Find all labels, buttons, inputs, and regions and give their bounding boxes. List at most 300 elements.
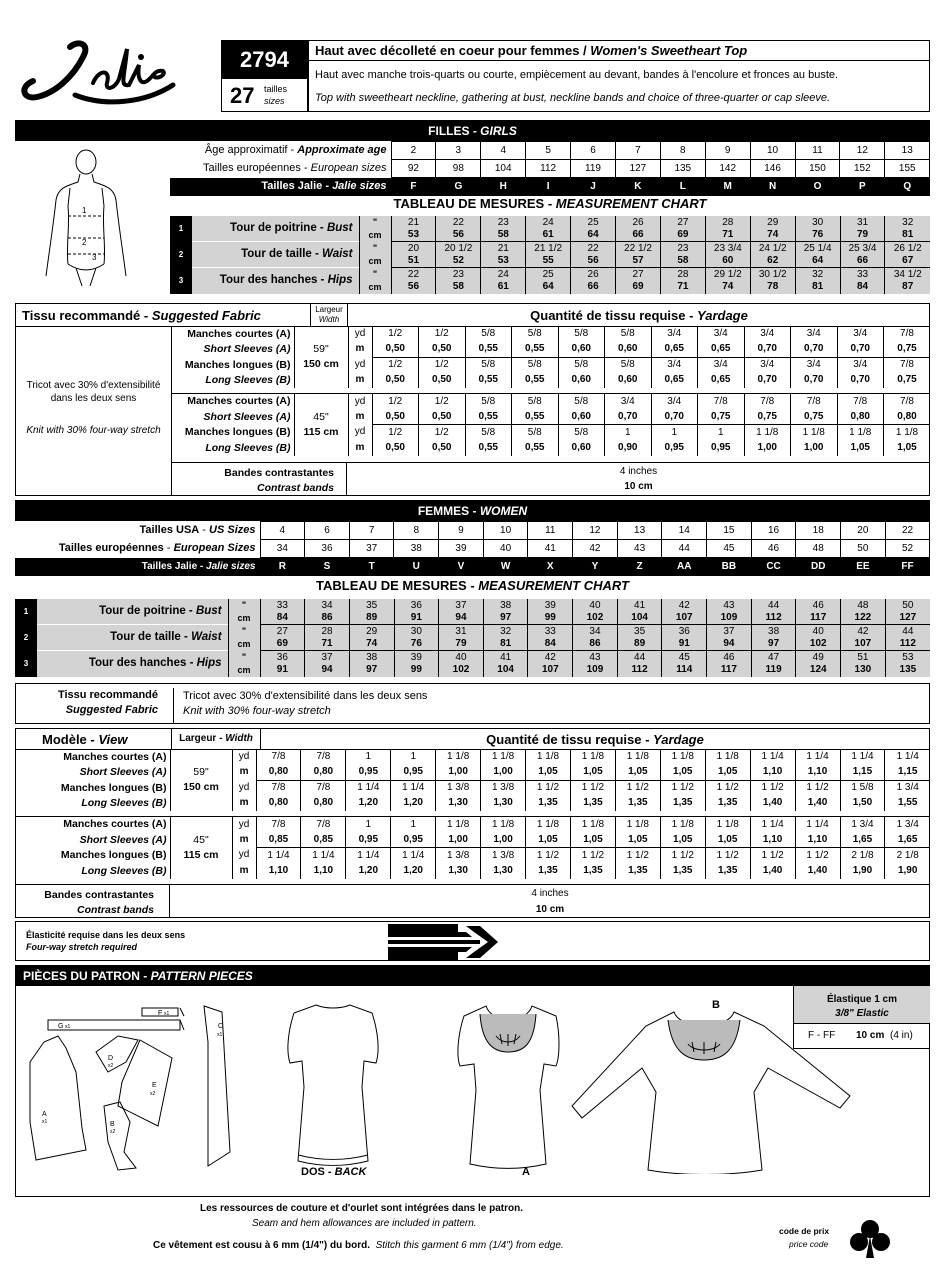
cell: 25	[571, 216, 616, 229]
svg-text:F: F	[158, 1010, 163, 1017]
view-b-label: B	[712, 999, 720, 1011]
cell: 94	[707, 638, 752, 651]
cell: 0,70	[837, 373, 884, 389]
cell: 5/8	[558, 425, 605, 441]
cell: 40	[483, 540, 528, 558]
cell: 1,35	[570, 796, 615, 812]
cell: 1,05	[660, 765, 705, 781]
view-a-label: A	[522, 1166, 530, 1178]
cell: 22 1/2	[616, 242, 661, 255]
cell: 1	[346, 817, 391, 833]
cell: 1 3/8	[436, 780, 481, 796]
cell: 50	[885, 599, 930, 612]
cell: 24	[526, 216, 571, 229]
cell: 22	[885, 522, 930, 540]
cell: 1/2	[419, 326, 466, 342]
cell: 0,65	[698, 342, 745, 358]
cell: 3/4	[651, 326, 698, 342]
cell: 14	[662, 522, 707, 540]
cell: 34	[305, 599, 350, 612]
cell: 1,30	[481, 863, 526, 879]
cell: 45	[707, 540, 752, 558]
cell: 18	[796, 522, 841, 540]
cell: 0,70	[744, 373, 791, 389]
cell: 38	[483, 599, 528, 612]
cell: 44	[885, 625, 930, 638]
cell: 127	[615, 160, 660, 178]
cell: 31	[439, 625, 484, 638]
cell: 1,00	[791, 440, 838, 456]
cell: 79	[840, 229, 885, 242]
cell: 81	[795, 281, 840, 294]
cell: 135	[885, 664, 930, 677]
cell: 0,60	[558, 440, 605, 456]
cell: 61	[526, 229, 571, 242]
cell: 1,20	[391, 863, 436, 879]
cell: 37	[707, 625, 752, 638]
cell: 0,55	[465, 440, 512, 456]
cell: 40	[573, 599, 618, 612]
cell: 0,80	[256, 796, 301, 812]
cell: 46	[707, 651, 752, 664]
cell: 1/2	[372, 326, 419, 342]
cell: 24 1/2	[750, 242, 795, 255]
cell: F	[391, 178, 436, 196]
cell: 78	[750, 281, 795, 294]
cell: 89	[349, 612, 394, 625]
cell: 13	[885, 142, 930, 160]
cell: 1 1/8	[744, 425, 791, 441]
size-count-fr: tailles	[264, 84, 288, 94]
cell: 1 1/8	[570, 749, 615, 765]
cell: 1,30	[436, 863, 481, 879]
women-size-table: Tailles USA - US Sizes 4 6 7 8 9 10 11 12 13 14 15 16 18 20 22 Tailles européennes - European Sizes 34 36 37 38 39 40 41 42 43 44 45 46 48 50 52 Tailles Jalie - Jalie sizes R S T U V W X Y Z AA BB CC DD EE FF	[15, 521, 930, 576]
cell: 58	[436, 281, 481, 294]
cell: 0,80	[301, 796, 346, 812]
cell: 0,80	[301, 765, 346, 781]
cell: 3/4	[744, 357, 791, 373]
cell: 30	[795, 216, 840, 229]
cell: 5/8	[465, 394, 512, 410]
cell: 7	[615, 142, 660, 160]
cell: 112	[751, 612, 796, 625]
cell: 0,70	[791, 342, 838, 358]
cell: 3/4	[698, 357, 745, 373]
cell: 0,55	[512, 409, 559, 425]
cell: 0,75	[698, 409, 745, 425]
cell: 1 1/8	[436, 749, 481, 765]
cell: 22	[571, 242, 616, 255]
cell: 41	[617, 599, 662, 612]
svg-text:x2: x2	[108, 1063, 114, 1069]
cell: 1,90	[885, 863, 930, 879]
cell: 39	[394, 651, 439, 664]
cell: 23 3/4	[705, 242, 750, 255]
measure-row-2: 2 Tour de taille - Waist " 27 28 29 30 31 32 33 34 35 36 37 38 40 42 44	[15, 625, 930, 638]
cell: 1 3/8	[481, 780, 526, 796]
cell: 1,35	[660, 796, 705, 812]
cell: 7/8	[837, 394, 884, 410]
cell: 146	[750, 160, 795, 178]
cell: 0,75	[744, 409, 791, 425]
cell: 25 1/4	[795, 242, 840, 255]
svg-text:x2: x2	[110, 1129, 116, 1135]
svg-text:x1: x1	[217, 1032, 223, 1038]
price-code-fr: code de prix	[779, 1226, 830, 1236]
cell: 0,80	[884, 409, 931, 425]
cell: 0,80	[837, 409, 884, 425]
cell: 1,15	[840, 765, 885, 781]
cell: 1,10	[256, 863, 301, 879]
cell: 1,35	[705, 863, 750, 879]
cell: 0,70	[744, 342, 791, 358]
cell: 3/4	[605, 394, 652, 410]
cell: 1 1/2	[750, 780, 795, 796]
cell: 1 1/4	[346, 780, 391, 796]
cell: 1,30	[481, 796, 526, 812]
cell: 5/8	[605, 326, 652, 342]
cell: 38	[349, 651, 394, 664]
cell: 1 1/2	[795, 780, 840, 796]
cell: 117	[796, 612, 841, 625]
cell: 76	[795, 229, 840, 242]
cell: 53	[391, 229, 436, 242]
cell: 1 1/2	[526, 780, 571, 796]
cell: 0,75	[884, 342, 931, 358]
fig-label-2: 2	[82, 238, 87, 247]
cell: L	[660, 178, 705, 196]
cell: 7/8	[301, 749, 346, 765]
cell: 56	[571, 255, 616, 268]
cell: 1 1/8	[481, 817, 526, 833]
cell: 3/4	[837, 326, 884, 342]
cell: 81	[483, 638, 528, 651]
cell: 7/8	[301, 817, 346, 833]
cell: 48	[796, 540, 841, 558]
cell: 0,70	[651, 409, 698, 425]
cell: 119	[571, 160, 616, 178]
cell: 42	[573, 540, 618, 558]
cell: 1,10	[750, 832, 795, 848]
yardage-block-2: Manches courtes (A) 45" 115 cm yd 7/8 7/8 1 1 1 1/8 1 1/8 1 1/8 1 1/8 1 1/8 1 1/8 1 1/8 1 1/4 1 1/4 1 3/4 1 3/4 Short Sleeves (A) m 0,85 0,85 0,95 0,95 1,00 1,00 1,05 1,05 1,05 1,05 1,05 1,10 1,10 1,65 1,65 Manches longues (B) yd 1 1/4 1 1/4 1 1/4 1 1/4 1 3/8 1 3/8 1 1/2 1 1/2 1 1/2 1 1/2 1 1/2 1 1/2 1 1/2 2 1/8 2 1/8 Long Sleeves (B) m 1,10 1,10 1,20 1,20 1,30 1,30 1,35 1,35 1,35 1,35 1,35 1,40 1,40 1,90 1,90	[15, 816, 930, 879]
cell: 67	[885, 255, 930, 268]
women-yardage-box: Modèle - View Largeur - Width Quantité de tissu requise - Yardage	[15, 728, 930, 918]
cell: 6	[305, 522, 350, 540]
cell: 1,35	[526, 863, 571, 879]
cell: 1,00	[481, 832, 526, 848]
cell: 1 1/8	[570, 817, 615, 833]
cell: 69	[260, 638, 305, 651]
cell: 1 1/4	[750, 817, 795, 833]
cell: 7/8	[884, 357, 931, 373]
cell: 32	[795, 268, 840, 281]
cell: 21 1/2	[526, 242, 571, 255]
cell: 47	[751, 651, 796, 664]
cell: 0,75	[884, 373, 931, 389]
cell: K	[615, 178, 660, 196]
cell: 49	[796, 651, 841, 664]
women-measure-table: 1 Tour de poitrine - Bust " 33 34 35 36 37 38 39 40 41 42 43 44 46 48 50 cm 84 86 89 91 94 97 99 102 104 107 109 112 117 122 127 2 Tour de taille - Waist " 27 28 29 30 31 32 33 34 35 36 37 38 40 42 44 cm 69 71 74 76 79 81 84 86 89 91 94 97 102 107 112 3 Tour des hanches - Hips " 36 37 38 39 40 41 42 43 44 45 46 47 49 51 53 cm 91 94 97 99 102 104 107 109 112 114 117 119 124 130 135	[15, 598, 930, 677]
cell: 1,35	[615, 863, 660, 879]
pieces-bar: PIÈCES DU PATRON - PATTERN PIECES	[15, 965, 930, 985]
cell: 7/8	[884, 394, 931, 410]
cell: 44	[751, 599, 796, 612]
cell: 1 1/8	[481, 749, 526, 765]
cell: 1,10	[795, 765, 840, 781]
cell: 34	[260, 540, 305, 558]
cell: 0,50	[372, 342, 419, 358]
yardage-block-1: Manches courtes (A) 59" 150 cm yd 1/2 1/2 5/8 5/8 5/8 5/8 3/4 3/4 3/4 3/4 3/4 7/8 Short Sleeves (A) m 0,50 0,50 0,55 0,55 0,60 0,60 0,65 0,65 0,70 0,70 0,70 0,75 Manches longues (B) yd 1/2 1/2 5/8 5/8 5/8 5/8 3/4 3/4 3/4 3/4 3/4 7/8 Long Sleeves (B) m 0,50 0,50 0,55 0,55 0,60 0,60 0,65 0,65 0,70 0,70 0,70 0,75	[171, 326, 930, 388]
cell: 0,65	[651, 342, 698, 358]
cell: 1 1/8	[436, 817, 481, 833]
yardage-block-1: Manches courtes (A) 59" 150 cm yd 7/8 7/8 1 1 1 1/8 1 1/8 1 1/8 1 1/8 1 1/8 1 1/8 1 1/8 1 1/4 1 1/4 1 1/4 1 1/4 Short Sleeves (A) m 0,80 0,80 0,95 0,95 1,00 1,00 1,05 1,05 1,05 1,05 1,05 1,10 1,10 1,15 1,15 Manches longues (B) yd 7/8 7/8 1 1/4 1 1/4 1 3/8 1 3/8 1 1/2 1 1/2 1 1/2 1 1/2 1 1/2 1 1/2 1 1/2 1 5/8 1 3/4 Long Sleeves (B) m 0,80 0,80 1,20 1,20 1,30 1,30 1,35 1,35 1,35 1,35 1,35 1,40 1,40 1,50 1,55	[15, 749, 930, 811]
size-count-en: sizes	[264, 96, 285, 106]
cell: 27	[660, 216, 705, 229]
cell: 1 1/2	[705, 780, 750, 796]
cell: 71	[305, 638, 350, 651]
cell: 58	[481, 229, 526, 242]
cell: 0,70	[837, 342, 884, 358]
cell: 102	[439, 664, 484, 677]
cell: 0,60	[605, 373, 652, 389]
svg-text:C: C	[218, 1023, 224, 1030]
cell: 124	[796, 664, 841, 677]
girl-figure-icon	[30, 146, 142, 294]
cell: 7/8	[256, 780, 301, 796]
women-fabric-desc: Tricot avec 30% d'extensibilité dans les deux sens	[183, 690, 428, 702]
cell: 5/8	[512, 326, 559, 342]
cell: 22	[391, 268, 436, 281]
desc-en: Top with sweetheart neckline, gathering at bust, neckline bands and choice of three-quarter or cap sleeve.	[315, 92, 831, 104]
cell: 7/8	[301, 780, 346, 796]
cell: 1,20	[346, 863, 391, 879]
cell: 84	[528, 638, 573, 651]
cell: 64	[571, 229, 616, 242]
cell: 2 1/8	[840, 848, 885, 864]
cell: 30	[394, 625, 439, 638]
women-fabric-box: Tissu recommandé Suggested Fabric Tricot avec 30% d'extensibilité dans les deux sens Knit with 30% four-way stretch	[15, 683, 930, 724]
cell: 7/8	[256, 749, 301, 765]
cell: 26	[616, 216, 661, 229]
cell: 0,50	[419, 440, 466, 456]
cell: 44	[662, 540, 707, 558]
cell: 56	[436, 229, 481, 242]
cell: 5/8	[465, 425, 512, 441]
cell: 42	[662, 599, 707, 612]
cell: 3/4	[651, 357, 698, 373]
cell: 1,30	[436, 796, 481, 812]
cell: 0,95	[346, 765, 391, 781]
cell: 74	[349, 638, 394, 651]
cell: 0,50	[419, 373, 466, 389]
girls-fabric-box: Tissu recommandé - Suggested Fabric Largeur Width Quantité de tissu requise - Yardage Tricot avec 30% d'extensibilité dans les deux sens Knit with 30% four-way stretch	[15, 303, 930, 496]
cell: Y	[573, 558, 618, 576]
cell: 53	[885, 651, 930, 664]
cell: 30 1/2	[750, 268, 795, 281]
cell: 1 1/8	[660, 749, 705, 765]
cell: 76	[394, 638, 439, 651]
cell: 97	[751, 638, 796, 651]
cell: 1,05	[615, 765, 660, 781]
cell: 99	[528, 612, 573, 625]
footer-line2: Seam and hem allowances are included in pattern.	[252, 1218, 477, 1229]
cell: 94	[439, 612, 484, 625]
cell: 1/2	[372, 357, 419, 373]
cell: 114	[662, 664, 707, 677]
cell: 1,50	[840, 796, 885, 812]
svg-text:G: G	[58, 1023, 64, 1030]
cell: 1 1/8	[526, 817, 571, 833]
cell: 4	[260, 522, 305, 540]
cell: W	[483, 558, 528, 576]
cell: 155	[885, 160, 930, 178]
cell: 42	[841, 625, 886, 638]
cell: 1,05	[660, 832, 705, 848]
cell: 84	[260, 612, 305, 625]
cell: 48	[841, 599, 886, 612]
cell: 1,05	[570, 765, 615, 781]
cell: 36	[662, 625, 707, 638]
cell: 26	[571, 268, 616, 281]
cell: 3/4	[791, 326, 838, 342]
cell: 0,60	[558, 342, 605, 358]
cell: 1 3/4	[885, 780, 930, 796]
footer-line1: Les ressources de couture et d'ourlet sont intégrées dans le patron.	[200, 1203, 524, 1214]
cell: 1 1/2	[660, 848, 705, 864]
cell: 1 1/4	[750, 749, 795, 765]
cell: 1,05	[526, 765, 571, 781]
cell: 1 1/8	[705, 817, 750, 833]
cell: 1,05	[526, 832, 571, 848]
cell: 33	[260, 599, 305, 612]
cell: 50	[841, 540, 886, 558]
cell: 102	[796, 638, 841, 651]
cell: 1 1/2	[570, 780, 615, 796]
svg-text:x1: x1	[42, 1119, 48, 1125]
cell: 1 1/2	[526, 848, 571, 864]
cell: 92	[391, 160, 436, 178]
cell: 112	[617, 664, 662, 677]
cell: 1,20	[346, 796, 391, 812]
cell: 91	[394, 612, 439, 625]
cell: 0,50	[372, 440, 419, 456]
measure-row-1: 1 Tour de poitrine - Bust " 33 34 35 36 37 38 39 40 41 42 43 44 46 48 50	[15, 599, 930, 612]
cell: 1 1/4	[795, 817, 840, 833]
cell: Q	[885, 178, 930, 196]
cell: 0,95	[651, 440, 698, 456]
cell: 0,55	[512, 373, 559, 389]
fig-label-3: 3	[92, 253, 97, 262]
cell: 5/8	[558, 394, 605, 410]
cell: 51	[841, 651, 886, 664]
cell: 51	[391, 255, 436, 268]
cell: 135	[660, 160, 705, 178]
girls-chart-title: TABLEAU DE MESURES - MEASUREMENT CHART	[393, 196, 707, 211]
cell: 40	[796, 625, 841, 638]
cell: 57	[616, 255, 661, 268]
cell: 23	[660, 242, 705, 255]
cell: 0,55	[512, 342, 559, 358]
yardage-block-2: Manches courtes (A) 45" 115 cm yd 1/2 1/2 5/8 5/8 5/8 3/4 3/4 7/8 7/8 7/8 7/8 7/8 Short Sleeves (A) m 0,50 0,50 0,55 0,55 0,60 0,70 0,70 0,75 0,75 0,75 0,80 0,80 Manches longues (B) yd 1/2 1/2 5/8 5/8 5/8 1 1 1 1 1/8 1 1/8 1 1/8 1 1/8 Long Sleeves (B) m 0,50 0,50 0,55 0,55 0,60 0,90 0,95 0,95 1,00 1,00 1,05 1,05	[171, 393, 930, 456]
cell: 40	[439, 651, 484, 664]
cell: 1,00	[481, 765, 526, 781]
cell: 86	[305, 612, 350, 625]
cell: 43	[573, 651, 618, 664]
cell: 24	[481, 268, 526, 281]
price-code-en: price code	[789, 1239, 829, 1249]
cell: 27	[616, 268, 661, 281]
cell: 1 1/4	[840, 749, 885, 765]
cell: 1,10	[750, 765, 795, 781]
cell: 0,60	[605, 342, 652, 358]
cell: 1,65	[885, 832, 930, 848]
cell: CC	[751, 558, 796, 576]
cell: 0,95	[346, 832, 391, 848]
cell: 36	[305, 540, 350, 558]
cell: 34	[573, 625, 618, 638]
cell: 2	[391, 142, 436, 160]
svg-text:B: B	[110, 1121, 115, 1128]
cell: 8	[660, 142, 705, 160]
cell: I	[526, 178, 571, 196]
cell: 41	[528, 540, 573, 558]
svg-text:E: E	[152, 1082, 157, 1089]
cell: 0,65	[651, 373, 698, 389]
cell: 15	[707, 522, 752, 540]
cell: 1 1/4	[301, 848, 346, 864]
cell: 3/4	[744, 326, 791, 342]
cell: 0,55	[465, 373, 512, 389]
cell: 71	[660, 281, 705, 294]
cell: 36	[260, 651, 305, 664]
cell: 1/2	[419, 425, 466, 441]
women-yardage	[15, 749, 930, 884]
cell: 0,55	[465, 409, 512, 425]
cell: 7/8	[791, 394, 838, 410]
cell: 3/4	[651, 394, 698, 410]
cell: 94	[305, 664, 350, 677]
cell: 1,05	[615, 832, 660, 848]
cell: 3/4	[791, 357, 838, 373]
cell: 1,05	[570, 832, 615, 848]
cell: 91	[260, 664, 305, 677]
cell: 1,05	[837, 440, 884, 456]
cell: 64	[526, 281, 571, 294]
cell: 0,50	[372, 409, 419, 425]
cell: 4	[481, 142, 526, 160]
fig-label-1: 1	[82, 206, 87, 215]
girls-yardage	[171, 326, 930, 461]
cell: 1 1/2	[570, 848, 615, 864]
cell: 130	[841, 664, 886, 677]
cell: 11	[528, 522, 573, 540]
cell: 7/8	[256, 817, 301, 833]
cell: 97	[349, 664, 394, 677]
cell: 1 1/8	[615, 817, 660, 833]
cell: M	[705, 178, 750, 196]
cell: 1 3/8	[481, 848, 526, 864]
cell: 3	[436, 142, 481, 160]
women-bar: FEMMES - WOMEN	[15, 500, 930, 521]
cell: 56	[391, 281, 436, 294]
cell: 1 1/8	[837, 425, 884, 441]
svg-text:x2: x2	[150, 1091, 156, 1097]
cell: 0,50	[419, 409, 466, 425]
cell: 11	[795, 142, 840, 160]
cell: 28	[660, 268, 705, 281]
elastic-header: Élastique 1 cm 3/8" Elastic	[793, 986, 930, 1024]
cell: 5/8	[605, 357, 652, 373]
